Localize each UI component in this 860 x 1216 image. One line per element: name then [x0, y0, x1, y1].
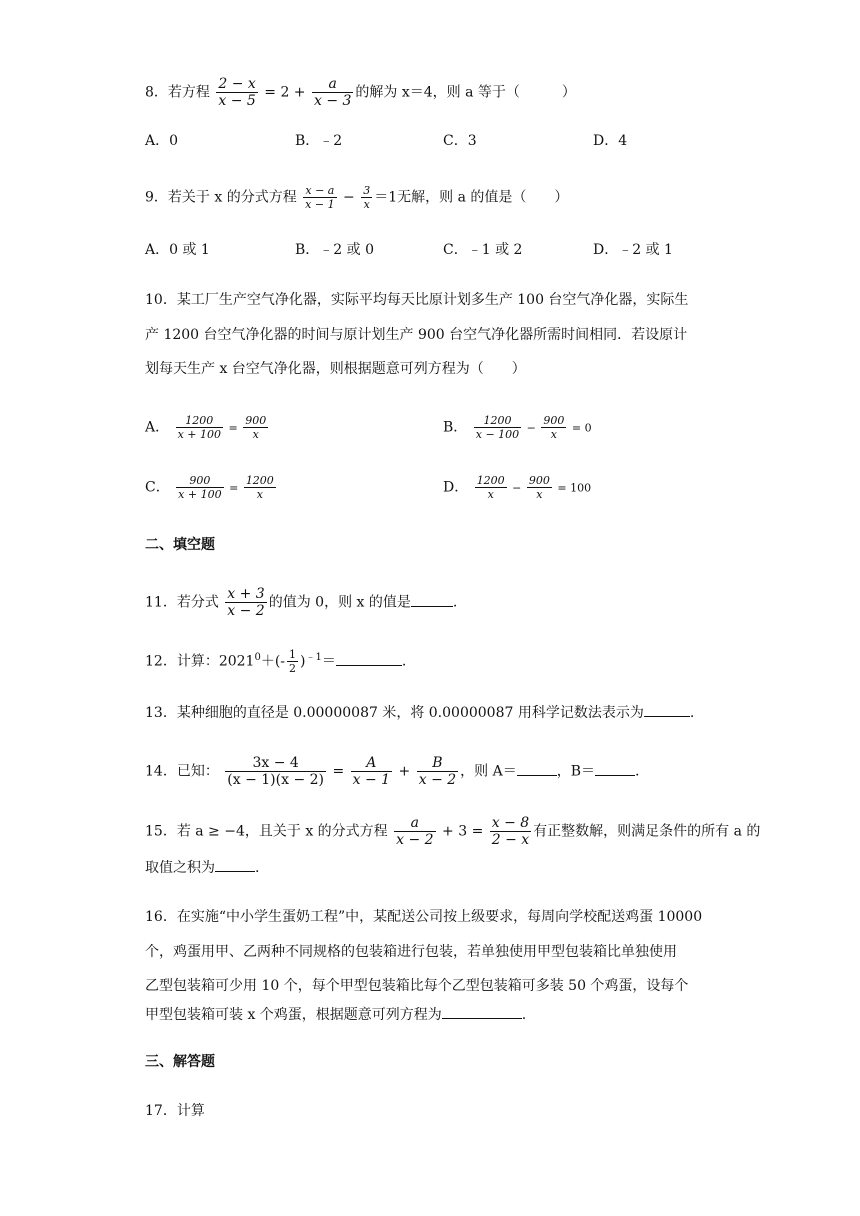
question-text: ＋(- — [260, 653, 286, 670]
denominator: x − 3 — [313, 93, 352, 109]
section-heading-solutions: 三、解答题 — [145, 1054, 215, 1070]
denominator: x — [550, 428, 557, 441]
answer-blank[interactable] — [336, 651, 402, 666]
numerator: 1200 — [474, 414, 521, 428]
answer-blank-a[interactable] — [517, 761, 557, 776]
answer-blank[interactable] — [411, 592, 453, 607]
period: . — [521, 1007, 527, 1023]
question-text: 的值为 0，则 x 的值是 — [268, 594, 411, 611]
numerator: x − 8 — [491, 815, 530, 831]
denominator: x — [363, 198, 370, 211]
numerator: x + 3 — [227, 586, 265, 602]
option-label: C． — [145, 479, 170, 496]
numerator: 1200 — [476, 474, 505, 487]
fraction — [244, 474, 276, 501]
option-a: A．0 或 1 — [145, 242, 210, 258]
fraction — [351, 755, 392, 788]
exponent: ﹣1 — [305, 652, 322, 663]
period: . — [635, 763, 640, 780]
denominator: (x − 1)(x − 2) — [227, 772, 324, 788]
option-c: C．﹣1 或 2 — [443, 242, 523, 258]
question-17: 17．计算 — [145, 1103, 205, 1119]
fraction — [475, 474, 507, 501]
numerator: 900 — [528, 474, 550, 487]
numerator: 900 — [245, 414, 267, 427]
operator: + 3 = — [437, 823, 488, 840]
option-b — [443, 414, 592, 441]
question-15 — [145, 815, 760, 848]
operator: − — [523, 421, 540, 435]
numerator: 900 — [543, 414, 565, 427]
denominator: x − 2 — [227, 603, 265, 619]
section-heading-fill-in: 二、填空题 — [145, 537, 215, 553]
numerator: 1 — [289, 648, 297, 662]
question-text: 的解为 x＝4，则 a 等于（ ） — [355, 84, 576, 101]
denominator: x − 5 — [218, 93, 256, 109]
fraction — [417, 755, 458, 788]
question-text: 若方程 — [167, 84, 210, 101]
question-12 — [145, 648, 406, 675]
denominator: x — [252, 428, 259, 441]
question-text: ＝1无解，则 a 的值是（ ） — [374, 189, 569, 206]
fraction — [176, 474, 223, 501]
answer-blank-b[interactable] — [595, 761, 635, 776]
numerator: A — [351, 755, 392, 772]
option-a — [145, 414, 270, 441]
option-d: D．﹣2 或 1 — [593, 242, 673, 258]
fraction — [312, 76, 353, 109]
fraction — [490, 815, 531, 848]
numerator: 1200 — [176, 414, 223, 428]
question-number: 11． — [145, 594, 177, 611]
option-b: B．﹣2 或 0 — [295, 242, 375, 258]
fraction — [287, 648, 298, 675]
question-text: 有正整数解，则满足条件的所有 a 的 — [533, 823, 761, 840]
numerator: 3x − 4 — [225, 755, 326, 772]
option-c: C．3 — [443, 133, 477, 149]
numerator: a — [312, 76, 353, 93]
question-text: 13．某种细胞的直径是 0.00000087 米，将 0.00000087 用科学记数法表示为 — [145, 705, 644, 721]
numerator: 1200 — [245, 474, 274, 487]
denominator: x + 100 — [177, 428, 221, 441]
numerator: x − a — [303, 184, 336, 198]
numerator: a — [394, 815, 435, 832]
question-14 — [145, 755, 639, 788]
operator: = — [225, 481, 242, 495]
option-d: D．4 — [593, 133, 628, 149]
period: . — [255, 860, 260, 876]
numerator: 3 — [363, 184, 371, 197]
question-text: 取值之积为 — [145, 860, 215, 876]
question-text: 14．已知： — [145, 763, 219, 780]
answer-blank[interactable] — [644, 702, 690, 717]
question-text: ，则 A＝ — [460, 763, 517, 780]
fraction — [176, 414, 223, 441]
question-16-line-4 — [145, 1004, 526, 1025]
fraction — [541, 414, 566, 441]
fraction — [394, 815, 435, 848]
denominator: x − 2 — [396, 832, 434, 848]
fraction — [225, 586, 266, 619]
operator: = — [328, 763, 349, 780]
operator: = — [225, 421, 242, 435]
answer-blank[interactable] — [215, 857, 255, 872]
question-9 — [145, 184, 568, 211]
question-text: 甲型包装箱可装 x 个鸡蛋，根据题意可列方程为 — [145, 1007, 442, 1023]
equation-tail: = 0 — [568, 421, 592, 435]
option-label: B． — [443, 419, 468, 436]
period: . — [452, 594, 458, 611]
option-a: A．0 — [145, 133, 179, 149]
question-text: 15．若 a ≥ −4，且关于 x 的分式方程 — [145, 823, 388, 840]
denominator: x − 100 — [475, 428, 520, 441]
answer-blank[interactable] — [442, 1004, 522, 1019]
question-8 — [145, 76, 576, 109]
option-label: A． — [145, 419, 170, 436]
question-11 — [145, 586, 457, 619]
fraction — [216, 76, 257, 109]
denominator: x — [256, 488, 263, 501]
denominator: x − 1 — [352, 772, 391, 788]
question-text: 若分式 — [176, 594, 219, 611]
fraction — [361, 184, 372, 211]
question-text: ) — [300, 653, 306, 670]
denominator: 2 — [289, 662, 297, 676]
denominator: x + 100 — [178, 488, 222, 501]
fraction — [474, 414, 521, 441]
denominator: x − 1 — [305, 198, 335, 211]
operator: − — [508, 481, 525, 495]
question-16-line-2: 个，鸡蛋用甲、乙两种不同规格的包装箱进行包装，若单独使用甲型包装箱比单独使用 — [145, 944, 677, 960]
fraction — [243, 414, 268, 441]
fraction — [303, 184, 336, 211]
option-label: D． — [443, 479, 469, 496]
numerator: 2 − x — [218, 76, 256, 92]
equation-tail: = 100 — [553, 481, 592, 495]
option-d — [443, 474, 591, 501]
question-text: 若关于 x 的分式方程 — [167, 189, 297, 206]
operator: = 2 + — [259, 84, 310, 101]
fraction — [225, 755, 326, 788]
question-10-line-2: 产 1200 台空气净化器的时间与原计划生产 900 台空气净化器所需时间相同．若设原计 — [145, 327, 688, 343]
question-number: 8． — [145, 84, 168, 101]
numerator: B — [417, 755, 458, 772]
question-text: 12．计算：2021 — [145, 653, 255, 670]
numerator: 900 — [176, 474, 223, 488]
exponent: 0 — [254, 652, 261, 663]
denominator: x − 2 — [418, 772, 457, 788]
operator: + — [394, 763, 415, 780]
option-b: B．﹣2 — [295, 133, 343, 149]
question-16-line-1: 16．在实施“中小学生蛋奶工程”中，某配送公司按上级要求，每周向学校配送鸡蛋 10000 — [145, 909, 703, 925]
operator: − — [338, 189, 360, 206]
fraction — [527, 474, 552, 501]
denominator: 2 − x — [491, 832, 530, 848]
question-10-line-3: 划每天生产 x 台空气净化器，则根据题意可列方程为（ ） — [145, 361, 526, 377]
period: . — [401, 653, 407, 670]
question-15-line-2 — [145, 857, 259, 878]
question-10-line-1: 10．某工厂生产空气净化器，实际平均每天比原计划多生产 100 台空气净化器，实际生 — [145, 292, 689, 308]
denominator: x — [536, 488, 543, 501]
question-13 — [145, 702, 694, 723]
denominator: x — [487, 488, 494, 501]
question-number: 9． — [145, 189, 168, 206]
question-16-line-3: 乙型包装箱可少用 10 个，每个甲型包装箱比每个乙型包装箱可多装 50 个鸡蛋，设每个 — [145, 978, 689, 994]
question-text: ＝ — [321, 653, 336, 670]
question-text: ，B＝ — [556, 763, 596, 780]
period: . — [689, 705, 695, 721]
option-c — [145, 474, 278, 501]
